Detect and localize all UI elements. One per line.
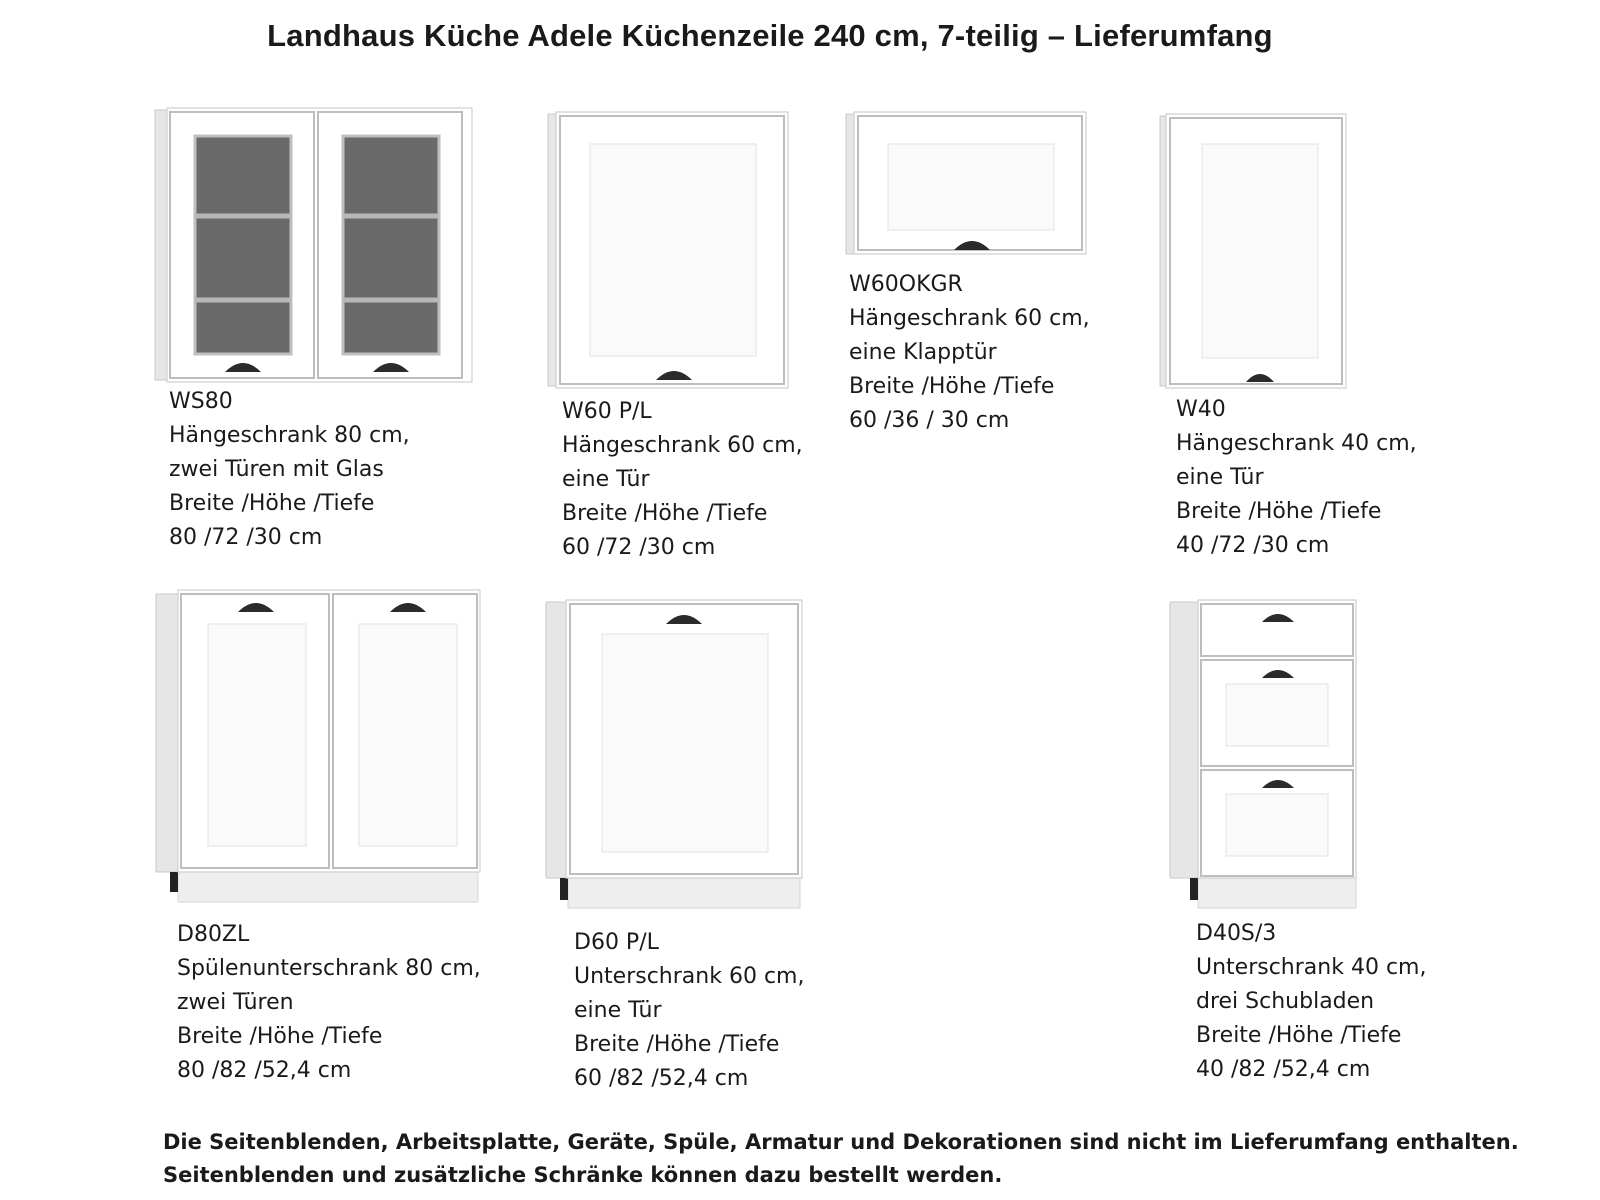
item-dims: 60 /36 / 30 cm <box>849 408 1010 433</box>
item-description: Hängeschrank 80 cm, <box>169 423 410 448</box>
item-detail: eine Tür <box>1176 465 1264 490</box>
item-w60pl <box>562 395 803 565</box>
item-dims-label: Breite /Höhe /Tiefe <box>169 491 375 516</box>
item-description: Hängeschrank 60 cm, <box>849 306 1090 331</box>
item-code: D80ZL <box>177 922 250 947</box>
footer-line-1: Die Seitenblenden, Arbeitsplatte, Geräte, Spüle, Armatur und Dekorationen sind nicht im Lieferumfang enthalten. <box>163 1130 1519 1154</box>
item-code: W40 <box>1176 397 1226 422</box>
cabinet-w60okgr-image <box>846 112 1091 257</box>
item-description: Hängeschrank 60 cm, <box>562 433 803 458</box>
item-d40s3 <box>1196 917 1426 1087</box>
item-description: Unterschrank 40 cm, <box>1196 955 1427 980</box>
item-detail: eine Klapptür <box>849 340 997 365</box>
footer-line-2: Seitenblenden und zusätzliche Schränke können dazu bestellt werden. <box>163 1163 1003 1187</box>
item-dims-label: Breite /Höhe /Tiefe <box>177 1024 383 1049</box>
page-title: Landhaus Küche Adele Küchenzeile 240 cm, 7-teilig – Lieferumfang <box>267 18 1273 53</box>
item-dims: 60 /82 /52,4 cm <box>574 1066 749 1091</box>
item-description: Unterschrank 60 cm, <box>574 964 805 989</box>
item-ws80 <box>169 385 410 555</box>
item-code: D40S/3 <box>1196 921 1277 946</box>
item-code: D60 P/L <box>574 930 659 955</box>
item-dims-label: Breite /Höhe /Tiefe <box>849 374 1055 399</box>
item-description: Spülenunterschrank 80 cm, <box>177 956 481 981</box>
cabinet-w60pl-image <box>548 112 793 392</box>
cabinet-ws80-image <box>155 108 475 388</box>
item-d80zl <box>177 918 481 1088</box>
item-dims: 40 /72 /30 cm <box>1176 533 1330 558</box>
item-w60okgr <box>849 268 1090 438</box>
item-detail: eine Tür <box>562 467 650 492</box>
item-code: W60OKGR <box>849 272 963 297</box>
item-dims-label: Breite /Höhe /Tiefe <box>574 1032 780 1057</box>
item-detail: zwei Türen mit Glas <box>169 457 384 482</box>
item-d60pl <box>574 926 804 1096</box>
item-dims-label: Breite /Höhe /Tiefe <box>1176 499 1382 524</box>
item-detail: drei Schubladen <box>1196 989 1375 1014</box>
item-dims-label: Breite /Höhe /Tiefe <box>1196 1023 1402 1048</box>
item-w40 <box>1176 393 1417 563</box>
item-dims: 80 /72 /30 cm <box>169 525 323 550</box>
footer-note <box>163 1126 1519 1192</box>
item-description: Hängeschrank 40 cm, <box>1176 431 1417 456</box>
item-dims: 40 /82 /52,4 cm <box>1196 1057 1371 1082</box>
cabinet-d40s3-image <box>1170 600 1360 915</box>
item-detail: zwei Türen <box>177 990 294 1015</box>
item-dims: 80 /82 /52,4 cm <box>177 1058 352 1083</box>
item-code: WS80 <box>169 389 233 414</box>
item-detail: eine Tür <box>574 998 662 1023</box>
cabinet-d60pl-image <box>546 600 806 915</box>
cabinet-w40-image <box>1160 114 1350 392</box>
cabinet-d80zl-image <box>156 590 486 912</box>
item-dims-label: Breite /Höhe /Tiefe <box>562 501 768 526</box>
item-dims: 60 /72 /30 cm <box>562 535 716 560</box>
item-code: W60 P/L <box>562 399 652 424</box>
